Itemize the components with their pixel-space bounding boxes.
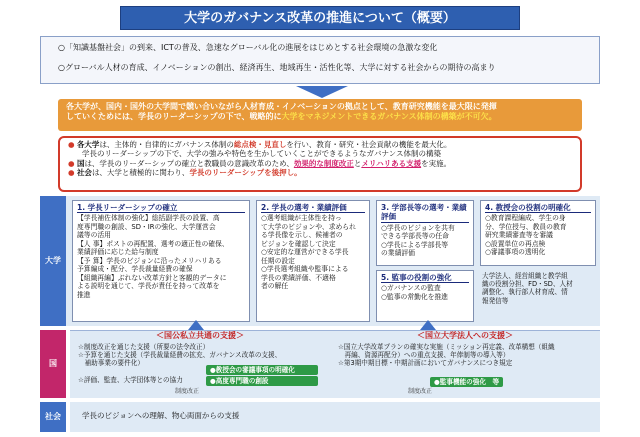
box-heading: 3. 学部長等の選考・業績評価 <box>381 203 469 223</box>
box-faculty-council <box>480 200 596 266</box>
govt-national-heading: ＜国立大学法人への支援＞ <box>417 331 513 340</box>
box-line: 学長の業績評価、不適格 <box>261 273 336 282</box>
box-line: ○設置単位の再点検 <box>485 239 546 248</box>
box-line: 研究業績審査等を審議 <box>485 231 553 240</box>
box-heading: 4. 教授会の役割の明確化 <box>485 203 591 213</box>
note-line: 報発信等 <box>482 296 509 305</box>
box-line: ○学長のビジョンを共有 <box>381 223 455 232</box>
govt-item: 補助事業の要件化） <box>78 359 144 368</box>
box-line: ○審議事項の透明化 <box>485 248 546 257</box>
govt-green-item: ●教授会の審議事項の明確化 <box>206 365 318 375</box>
box-dean-selection <box>376 200 474 266</box>
policy-text: を実施。 <box>421 158 452 168</box>
policy-highlight: 効果的な制度改正 <box>293 158 354 168</box>
kaisei-label: 制度改正 <box>408 388 433 395</box>
govt-item: ☆予算を通じた支援（学長裁量経費の拡充、ガバナンス改革の支援、 <box>78 351 282 360</box>
policy-text: と <box>353 158 362 168</box>
box-line: ○ガバナンスの監査 <box>381 284 441 293</box>
note-line: 調整化、執行部人材育成、情 <box>482 288 568 297</box>
policy-highlight: 学長のリーダーシップを後押し。 <box>189 168 302 178</box>
govt-common-heading: ＜国公私立共通の支援＞ <box>156 331 244 340</box>
box-auditor <box>376 270 474 322</box>
box-line: 任期の設定 <box>261 256 295 265</box>
policy-line-2: 学長のリーダーシップの下で、大学の強みや特色を生かしていくことができるようなガバナンス体制の構築 <box>82 149 441 159</box>
up-arrow-icon <box>420 320 436 330</box>
box-line: 【組織再編】ぶれない改革方針と客観的データに <box>77 273 227 282</box>
box-line: 予算編成・配分、学長裁量経費の確保 <box>77 265 193 274</box>
box-line: 推進 <box>77 290 91 299</box>
policy-text: は、学長のリーダーシップの確立と教職員の意識改革のため、 <box>84 158 294 168</box>
orange-line-2b: 大学をマネジメントできるガバナンス体制の構築が不可欠。 <box>281 112 497 121</box>
box-line: ○教育課程編成、学生の身 <box>485 214 566 223</box>
box-line: 者の解任 <box>261 282 289 291</box>
box-line: 分、学位授与、教員の教育 <box>485 222 567 231</box>
govt-item: ☆国立大学改革プランの確実な実施（ミッション再定義、改革構想（組織 <box>338 343 555 351</box>
govt-item: ☆評価、監査、大学団体等との協力 <box>78 375 183 384</box>
box-line: ビジョンを確認して決定 <box>261 239 336 248</box>
orange-line-2a: していくためには、学長のリーダーシップの下で、戦略的に <box>66 112 282 121</box>
note-line: 織の役割分担、FD・SD、人材 <box>482 280 573 289</box>
society-text: 学長のビジョンへの理解、物心両面からの支援 <box>82 411 240 420</box>
down-arrow-icon <box>296 86 348 98</box>
box-line: ○監事の常勤化を推進 <box>381 292 449 301</box>
policy-highlight: メリハリある支援 <box>361 158 422 168</box>
box-line: 【人 事】ポストの再配置、選考の適正性の確保、 <box>77 239 229 248</box>
side-label-society: 社会 <box>40 402 66 432</box>
box-line: 【予 算】学長のビジョンに沿ったメリハリある <box>77 256 222 265</box>
box-line: る学長像を示し、候補者の <box>261 231 343 240</box>
policy-subject-govt: 国 <box>76 158 85 168</box>
page-title: 大学のガバナンス改革の推進について（概要） <box>120 6 520 30</box>
up-arrow-icon <box>188 320 204 330</box>
box-heading: 5. 監事の役割の強化 <box>381 273 469 283</box>
box-line: 業績評価に応じた給与制度 <box>77 248 159 257</box>
policy-text: は、主体的・自律的にガバナンス体制の <box>99 140 234 149</box>
side-label-govt: 国 <box>40 330 66 398</box>
box-leadership <box>72 200 250 322</box>
govt-item: ☆第3期中期目標・中期計画においてガバナンスにつき規定 <box>338 359 513 368</box>
bullet-icon: ● <box>68 140 75 149</box>
govt-green-item: ●監事機能の強化 等 <box>430 377 503 387</box>
box-line: ○学長による学部長等 <box>381 240 449 249</box>
box-line: ○学長選考組織や監事による <box>261 265 349 274</box>
box-line: の業績評価 <box>381 249 415 258</box>
box-line: ○選考組織が主体性を持っ <box>261 214 342 223</box>
box-line: ○安定的な運営ができる学長 <box>261 248 349 257</box>
box-line: て大学のビジョンや、求められ <box>261 222 356 231</box>
side-label-univ: 大学 <box>40 196 66 326</box>
policy-highlight: 総点検・見直し <box>233 140 287 149</box>
box-president-selection <box>256 200 370 322</box>
background-line-2: ○グローバル人材の育成、イノベーションの創出、経済再生、地域再生・活性化等、大学に対する社会からの期待の高まり <box>58 63 496 72</box>
policy-text: を行い、教育・研究・社会貢献の機能を最大化。 <box>286 140 452 149</box>
background-line-1: ○「知識基盤社会」の到来、ICTの普及、急速なグローバル化の進展をはじめとする社会環境の急激な変化 <box>58 43 438 52</box>
govt-item: 再編、資源再配分）への重点支援、年俸制等の導入等） <box>338 351 510 360</box>
note-line: 大学法人、経営組織と教学組 <box>482 272 568 280</box>
box-heading: 2. 学長の選考・業績評価 <box>261 203 365 213</box>
bullet-icon: ● <box>68 158 75 168</box>
box-heading: 1. 学長リーダーシップの確立 <box>77 203 245 213</box>
other-notes <box>482 272 598 305</box>
policy-box <box>58 136 582 192</box>
orange-summary-box <box>58 99 582 131</box>
bullet-icon: ● <box>68 168 75 178</box>
orange-line-1: 各大学が、国内・国外の大学間で競い合いながら人材育成・イノベーションの拠点として、教育研究機能を最大限に発揮 <box>66 102 497 111</box>
kaisei-label: 制度改正 <box>175 388 200 395</box>
box-line: できる学部長等の任命 <box>381 232 449 241</box>
box-line: 度専門職の創設、SD・IRの強化、大学運営会 <box>77 222 216 231</box>
policy-text: は、大学と積極的に関わり、 <box>91 168 190 178</box>
box-line: 議等の活用 <box>77 231 111 240</box>
govt-green-item: ●高度専門職の創設 <box>206 376 318 386</box>
policy-subject-society: 社会 <box>76 168 92 178</box>
box-line: 【学長補佐体制の強化】総括副学長の設置、高 <box>77 214 220 223</box>
box-line: よる説明を通じて、学長が責任を持って改革を <box>77 282 220 291</box>
policy-subject-univ: 各大学 <box>76 140 100 149</box>
govt-item: ☆制度改正を通じた支援（所要の法令改正） <box>78 343 210 351</box>
